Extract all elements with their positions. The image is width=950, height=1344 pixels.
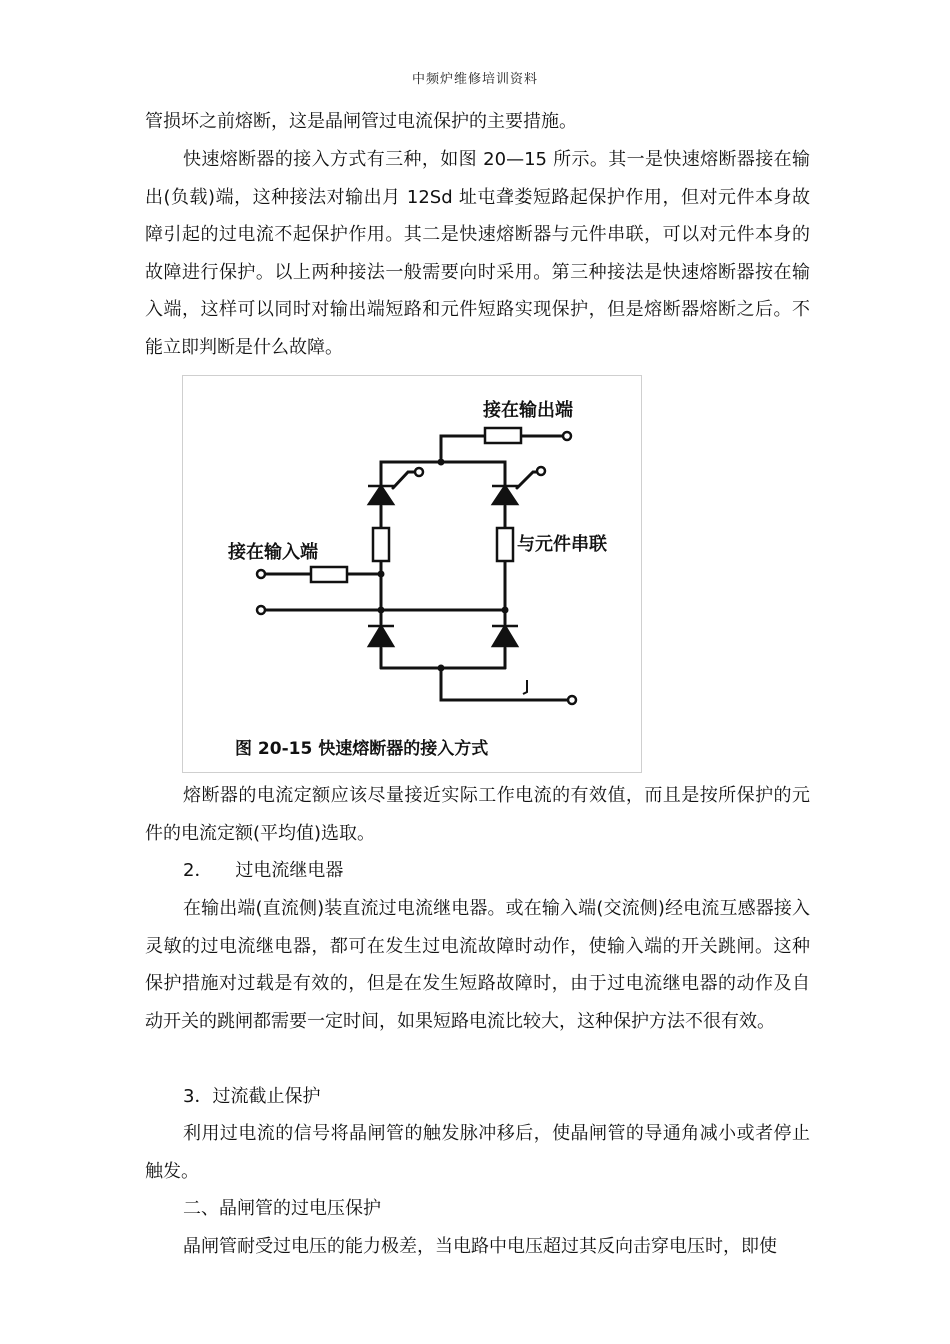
page-header: 中频炉维修培训资料 [411, 72, 538, 87]
label-output: 接在输出端 [483, 400, 573, 421]
paragraph-6: 晶闸管耐受过电压的能力极差，当电路中电压超过其反向击穿电压时，即使 [183, 1236, 777, 1257]
paragraph-1: 管损坏之前熔断，这是晶闸管过电流保护的主要措施。 [145, 111, 577, 132]
diode-right-icon [493, 626, 517, 646]
circuit-diagram [183, 376, 643, 774]
label-input: 接在输入端 [228, 542, 318, 563]
thyristor-left-icon [369, 486, 393, 504]
fuse-right-series-icon [497, 528, 513, 561]
paragraph-3: 熔断器的电流定额应该尽量接近实际工作电流的有效值，而且是按所保护的元件的电流定额(平均值)选取。 [145, 785, 810, 844]
fuse-output-icon [485, 428, 521, 443]
thyristor-right-icon [493, 486, 517, 504]
paragraph-4: 在输出端(直流侧)装直流过电流继电器。或在输入端(交流侧)经电流互感器接入灵敏的过电流继电器，都可在发生过电流故障时动作，使输入端的开关跳闸。这种保护措施对过载是有效的，但是在发生短路故障时，由于过电流继电器的动作及自动开关的跳闸都需要一定时间，如果短路电流比较大，这种保护方法不很有效。 [145, 898, 810, 1032]
fuse-left-series-icon [373, 528, 389, 561]
figure-caption: 图 20-15 快速熔断器的接入方式 [235, 739, 489, 759]
heading-4: 二、晶闸管的过电压保护 [183, 1198, 381, 1219]
diode-left-icon [369, 626, 393, 646]
paragraph-5: 利用过电流的信号将晶闸管的触发脉冲移后，使晶闸管的导通角减小或者停止触发。 [145, 1123, 810, 1182]
paragraph-2: 快速熔断器的接入方式有三种，如图 20—15 所示。其一是快速熔断器接在输出(负载)端，这种接法对输出月 12Sd 址屯聋娄短路起保护作用，但对元件本身故障引起的过电流不起保护作用。其二是快速熔断器与元件串联，可以对元件本身的故障进行保护。以上两种接法一般需要向时采用。第三种接法是快速熔断器按在输入端，这样可以同时对输出端短路和元件短路实现保护，但是熔断器熔断之后。不能立即判断是什么故障。 [145, 149, 810, 358]
heading-3: 3．过流截止保护 [183, 1086, 321, 1107]
fuse-input-icon [311, 567, 347, 582]
heading-2: 2． 过电流继电器 [183, 860, 344, 881]
label-series: 与元件串联 [517, 534, 607, 555]
circuit-figure [182, 375, 642, 773]
